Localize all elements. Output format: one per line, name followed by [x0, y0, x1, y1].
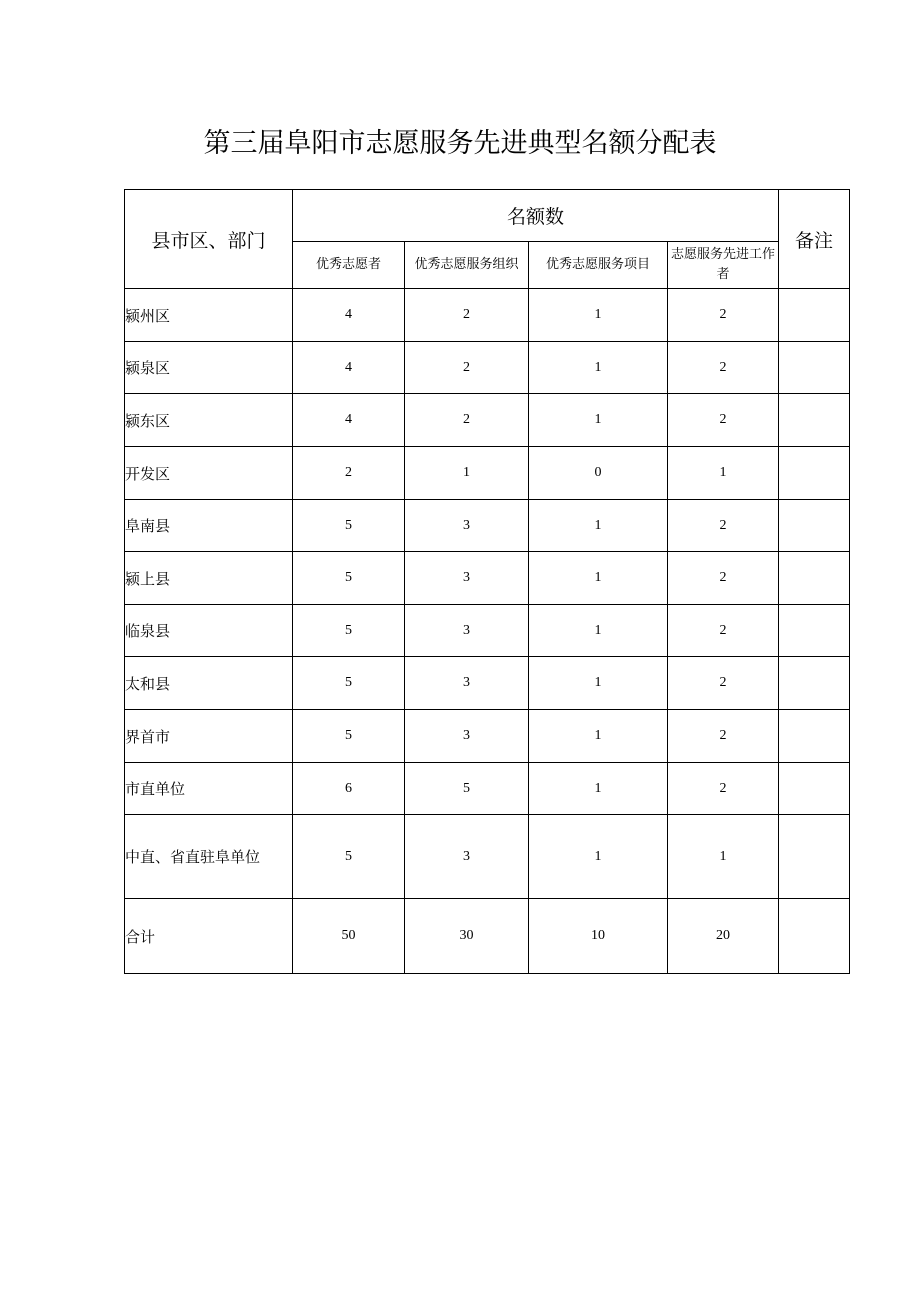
cell-project: 1	[529, 815, 668, 899]
cell-organization: 3	[405, 552, 529, 605]
cell-organization: 2	[405, 289, 529, 342]
cell-worker: 2	[668, 552, 779, 605]
cell-remark	[779, 342, 850, 394]
cell-volunteer: 5	[293, 710, 405, 763]
cell-volunteer: 5	[293, 552, 405, 605]
cell-project: 1	[529, 289, 668, 342]
cell-worker: 2	[668, 605, 779, 657]
total-worker: 20	[668, 899, 779, 974]
document-title: 第三届阜阳市志愿服务先进典型名额分配表	[203, 128, 717, 159]
cell-worker: 1	[668, 447, 779, 500]
row-name: 颍州区	[125, 289, 293, 342]
row-name: 中直、省直驻阜单位	[125, 815, 293, 899]
cell-organization: 2	[405, 342, 529, 394]
header-col-advanced-worker: 志愿服务先进工作者	[668, 242, 779, 289]
header-row-1	[125, 190, 850, 242]
cell-organization: 1	[405, 447, 529, 500]
table-row	[125, 552, 850, 605]
header-col-excellent-project: 优秀志愿服务项目	[529, 242, 668, 289]
cell-organization: 5	[405, 763, 529, 815]
cell-volunteer: 5	[293, 605, 405, 657]
table-row	[125, 394, 850, 447]
cell-project: 1	[529, 605, 668, 657]
cell-project: 1	[529, 342, 668, 394]
table-row	[125, 500, 850, 552]
cell-remark	[779, 552, 850, 605]
cell-remark	[779, 394, 850, 447]
row-name: 太和县	[125, 657, 293, 710]
cell-remark	[779, 447, 850, 500]
cell-volunteer: 5	[293, 657, 405, 710]
cell-remark	[779, 657, 850, 710]
cell-remark	[779, 289, 850, 342]
cell-project: 1	[529, 657, 668, 710]
cell-volunteer: 2	[293, 447, 405, 500]
cell-worker: 1	[668, 815, 779, 899]
table-row	[125, 447, 850, 500]
total-remark	[779, 899, 850, 974]
cell-remark	[779, 605, 850, 657]
cell-volunteer: 6	[293, 763, 405, 815]
cell-volunteer: 4	[293, 394, 405, 447]
header-col-excellent-volunteer: 优秀志愿者	[293, 242, 405, 289]
header-unit: 县市区、部门	[125, 190, 293, 289]
row-name: 颍泉区	[125, 342, 293, 394]
cell-project: 1	[529, 394, 668, 447]
cell-volunteer: 5	[293, 815, 405, 899]
cell-organization: 3	[405, 605, 529, 657]
cell-remark	[779, 763, 850, 815]
cell-worker: 2	[668, 710, 779, 763]
cell-worker: 2	[668, 342, 779, 394]
cell-worker: 2	[668, 500, 779, 552]
cell-worker: 2	[668, 394, 779, 447]
row-name: 颍上县	[125, 552, 293, 605]
quota-allocation-table	[124, 189, 850, 974]
table-row	[125, 710, 850, 763]
cell-remark	[779, 815, 850, 899]
header-col-excellent-organization: 优秀志愿服务组织	[405, 242, 529, 289]
table-row	[125, 763, 850, 815]
table-row	[125, 289, 850, 342]
cell-project: 1	[529, 552, 668, 605]
table-row	[125, 605, 850, 657]
total-row	[125, 899, 850, 974]
cell-organization: 2	[405, 394, 529, 447]
total-volunteer: 50	[293, 899, 405, 974]
cell-volunteer: 4	[293, 289, 405, 342]
cell-worker: 2	[668, 763, 779, 815]
table-row	[125, 342, 850, 394]
cell-volunteer: 4	[293, 342, 405, 394]
cell-remark	[779, 710, 850, 763]
cell-project: 0	[529, 447, 668, 500]
cell-organization: 3	[405, 500, 529, 552]
header-remark: 备注	[779, 190, 850, 289]
cell-volunteer: 5	[293, 500, 405, 552]
table-row	[125, 815, 850, 899]
total-label: 合计	[125, 899, 293, 974]
row-name: 市直单位	[125, 763, 293, 815]
table-row	[125, 657, 850, 710]
cell-worker: 2	[668, 657, 779, 710]
row-name: 开发区	[125, 447, 293, 500]
total-organization: 30	[405, 899, 529, 974]
cell-organization: 3	[405, 815, 529, 899]
row-name: 阜南县	[125, 500, 293, 552]
row-name: 界首市	[125, 710, 293, 763]
cell-project: 1	[529, 500, 668, 552]
header-quota-group: 名额数	[293, 190, 779, 242]
row-name: 临泉县	[125, 605, 293, 657]
cell-project: 1	[529, 763, 668, 815]
cell-organization: 3	[405, 710, 529, 763]
cell-project: 1	[529, 710, 668, 763]
total-project: 10	[529, 899, 668, 974]
cell-worker: 2	[668, 289, 779, 342]
cell-remark	[779, 500, 850, 552]
row-name: 颍东区	[125, 394, 293, 447]
cell-organization: 3	[405, 657, 529, 710]
